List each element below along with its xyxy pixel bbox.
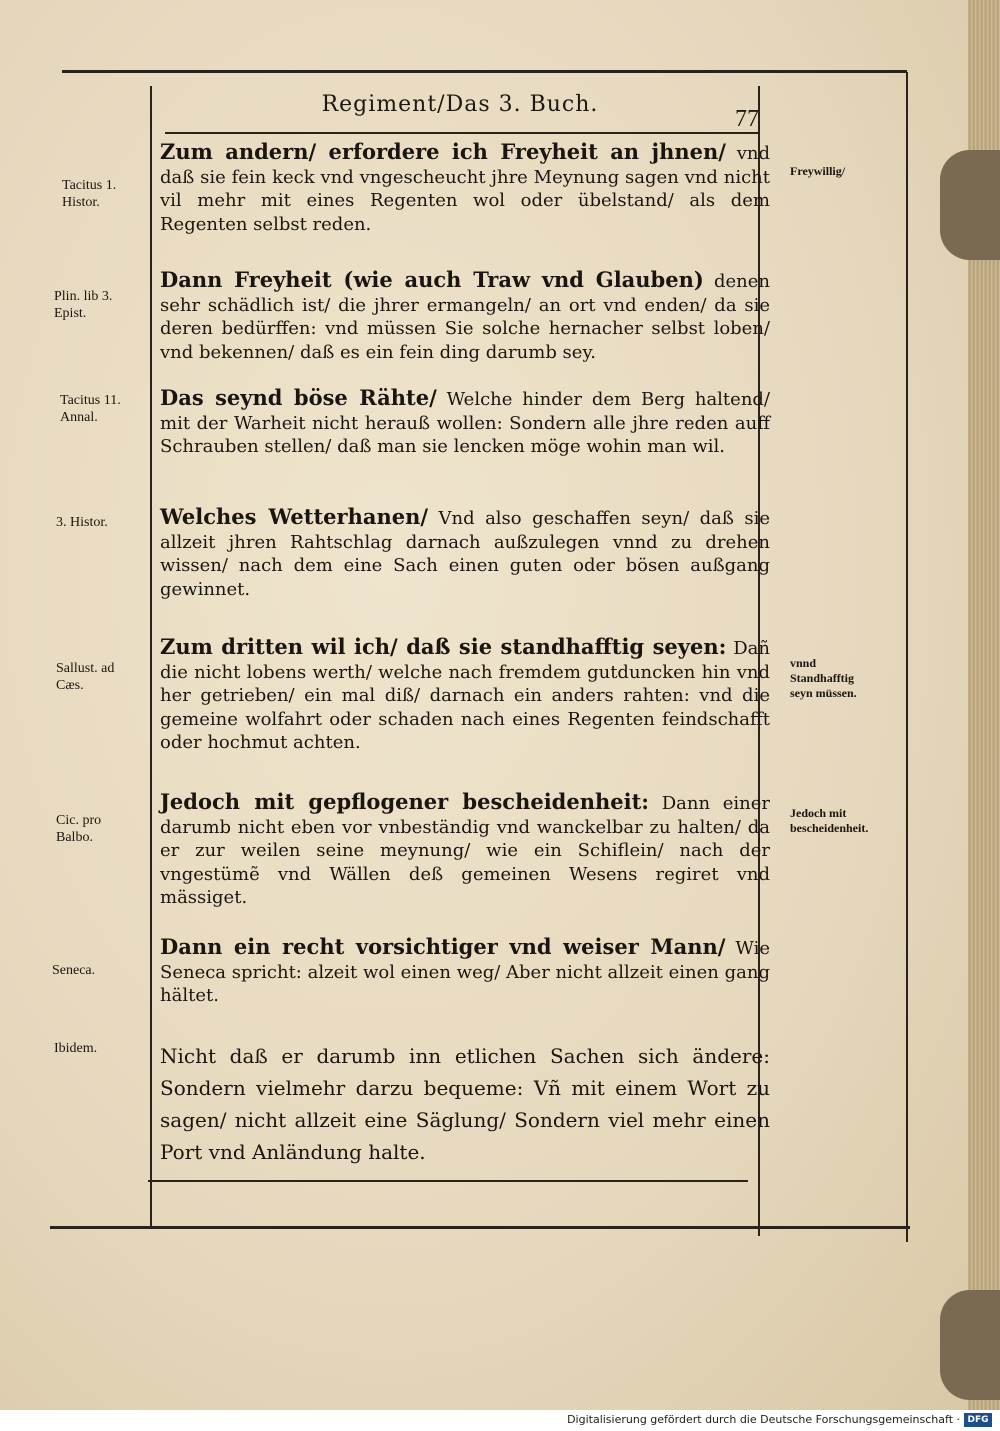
paragraph-lead: Zum andern/ erfordere ich Freyheit an jhnen/ (160, 139, 726, 164)
margin-note-right: Jedoch mit bescheidenheit. (790, 806, 869, 835)
inner-left-rule (150, 86, 152, 1226)
paragraph-body: Wie Seneca spricht: alzeit wol einen weg/ Aber nicht allzeit einen gang hältet. (160, 938, 770, 1006)
header-rule (165, 132, 758, 134)
margin-note-left: Seneca. (52, 963, 96, 978)
paragraph (160, 505, 770, 601)
bottom-text-rule (148, 1180, 748, 1182)
outer-right-rule (906, 72, 908, 1242)
margin-note-left: Ibidem. (54, 1041, 98, 1056)
bottom-rule (50, 1226, 910, 1229)
paragraph (160, 386, 770, 459)
margin-note-left: Tacitus 11. Annal. (60, 393, 121, 425)
margin-note-right: Freywillig/ (790, 164, 846, 178)
paragraph-body: Dann einer darumb nicht eben vor vnbeständig vnd wanckelbar zu halten/ da er zur weilen seine meynung/ wie ein Schiflein/ nach der vngestümẽ vnd Wällen deß gemeinen Wesens regiret vnd mässiget. (160, 793, 770, 908)
paragraph-lead: Dann ein recht vorsichtiger vnd weiser Mann/ (160, 934, 726, 959)
paragraph-body: Vnd also geschaffen seyn/ daß sie allzeit jhren Rahtschlag darnach außzulegen vnnd zu drehen wissen/ nach dem eine Sach einen guten oder bösen außgang gewinnet. (160, 508, 770, 600)
paragraph-lead: Zum dritten wil ich/ daß sie standhafftig seyen: (160, 634, 727, 659)
margin-note-right: vnnd Standhafftig seyn müssen. (790, 656, 857, 700)
paragraph-body: vnd daß sie fein keck vnd vngescheucht jhre Meynung sagen vnd nicht vil mehr mit eines Regenten wol oder übelstand/ als dem Regenten selbst reden. (160, 143, 770, 235)
margin-note-left: Sallust. ad Cæs. (56, 661, 115, 693)
paragraph (160, 1040, 770, 1168)
paragraph-lead: Welches Wetterhanen/ (160, 504, 429, 529)
page-tab-notch (940, 1290, 1000, 1400)
paragraph-lead: Jedoch mit gepflogener bescheidenheit: (160, 789, 650, 814)
paragraph (160, 140, 770, 236)
footer-credit: Digitalisierung gefördert durch die Deutsche Forschungsgemeinschaft · (567, 1413, 960, 1426)
dfg-logo: DFG (964, 1413, 992, 1427)
margin-note-left: Tacitus 1. Histor. (62, 178, 117, 210)
running-head: Regiment/Das 3. Buch. (321, 92, 599, 117)
paragraph-body: Welche hinder dem Berg haltend/ mit der Warheit nicht herauß wollen: Sondern alle jhre reden auff Schrauben stellen/ daß man sie lencken möge wohin man wil. (160, 389, 770, 457)
paragraph (160, 935, 770, 1008)
page-tab-notch (940, 150, 1000, 260)
paragraph-body: denen sehr schädlich ist/ die jhrer ermangeln/ an ort vnd enden/ da sie deren bedürffen: vnd müssen Sie solche hernacher selbst loben/ vnd bekennen/ daß es ein fein ding darumb sey. (160, 271, 771, 363)
paragraph-lead: Das seynd böse Rähte/ (160, 385, 437, 410)
paragraph (160, 790, 770, 910)
margin-note-left: Cic. pro Balbo. (56, 813, 102, 845)
paragraph (160, 268, 770, 364)
paragraph-body: Dañ die nicht lobens werth/ welche nach fremdem gutduncken hin vnd her getrieben/ ein mal diß/ darnach ein anders rahten: vnd die gemeine wolfahrt oder schaden nach eines Regenten feindschafft oder hochmut achten. (160, 638, 770, 753)
margin-note-left: Plin. lib 3. Epist. (54, 289, 113, 321)
page-number: 77 (735, 106, 759, 132)
paragraph-lead: Dann Freyheit (wie auch Traw vnd Glauben) (160, 267, 704, 292)
margin-note-left: 3. Histor. (56, 515, 108, 530)
paragraph (160, 635, 770, 755)
top-rule (62, 70, 907, 73)
paragraph-body: Nicht daß er darumb inn etlichen Sachen sich ändere: Sondern vielmehr darzu bequeme: Vñ mit einem Wort zu sagen/ nicht allzeit eine Säglung/ Sondern viel mehr einen Port vnd Anländung halte. (160, 1044, 770, 1164)
